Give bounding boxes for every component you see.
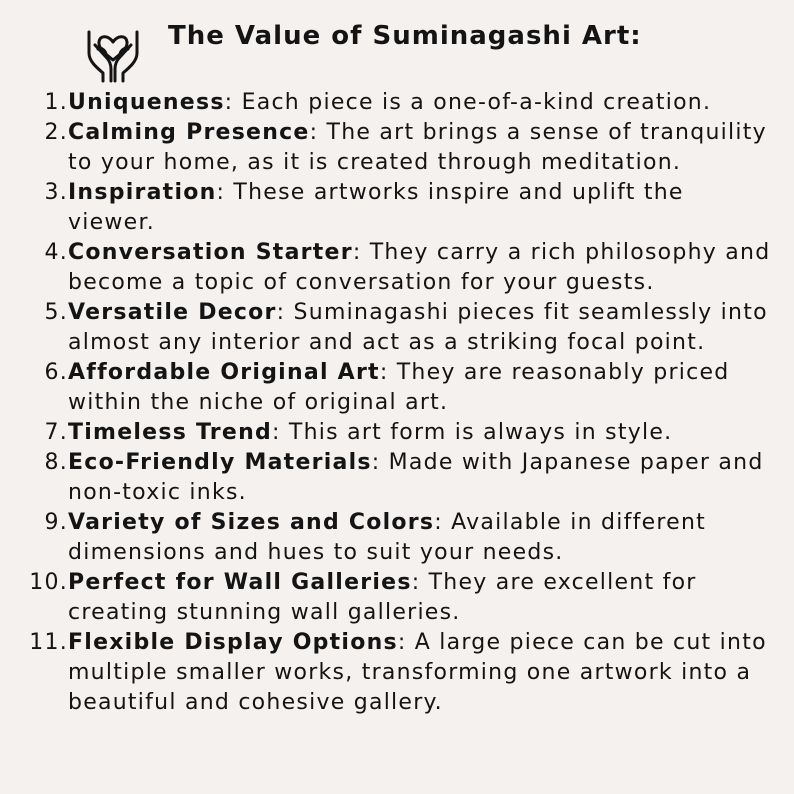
item-term: Uniqueness	[68, 90, 225, 115]
list-item	[20, 298, 772, 358]
item-term: Inspiration	[68, 180, 217, 205]
list-body	[68, 508, 772, 568]
list-number: 11.	[29, 630, 68, 655]
list-number: 4.	[44, 240, 68, 265]
item-description: : The art brings a sense of tranquility to your home, as it is created through meditation.	[68, 120, 767, 175]
item-description: : This art form is always in style.	[271, 420, 673, 445]
list-item	[20, 418, 772, 448]
item-term: Conversation Starter	[68, 240, 353, 265]
list-body	[68, 448, 772, 508]
value-list	[20, 88, 772, 718]
list-body	[68, 418, 772, 448]
list-item	[20, 238, 772, 298]
list-number: 6.	[44, 360, 68, 385]
list-body	[68, 358, 772, 418]
item-term: Variety of Sizes and Colors	[68, 510, 435, 535]
list-item	[20, 358, 772, 418]
list-item	[20, 448, 772, 508]
list-number: 5.	[44, 300, 68, 325]
list-body	[68, 628, 772, 718]
item-description: : They are reasonably priced within the niche of original art.	[68, 360, 730, 415]
list-number: 10.	[29, 570, 68, 595]
list-item	[20, 568, 772, 628]
item-term: Flexible Display Options	[68, 630, 398, 655]
item-term: Timeless Trend	[68, 420, 272, 445]
item-term: Perfect for Wall Galleries	[68, 570, 412, 595]
list-item	[20, 178, 772, 238]
list-item	[20, 88, 772, 118]
item-description: : Each piece is a one-of-a-kind creation.	[224, 90, 712, 115]
list-body	[68, 298, 772, 358]
list-number: 8.	[44, 450, 68, 475]
page-title: The Value of Suminagashi Art:	[168, 21, 642, 51]
heart-in-hands-icon	[78, 14, 148, 84]
list-body	[68, 118, 772, 178]
list-number: 2.	[44, 120, 68, 145]
item-description: : Made with Japanese paper and non-toxic inks.	[68, 450, 764, 505]
list-body	[68, 88, 772, 118]
list-item	[20, 118, 772, 178]
item-description: : They are excellent for creating stunning wall galleries.	[68, 570, 697, 625]
list-item	[20, 508, 772, 568]
item-description: : Suminagashi pieces fit seamlessly into almost any interior and act as a striking focal point.	[68, 300, 768, 355]
item-term: Eco-Friendly Materials	[68, 450, 372, 475]
list-body	[68, 568, 772, 628]
list-item	[20, 628, 772, 718]
item-term: Calming Presence	[68, 120, 310, 145]
item-description: : Available in different dimensions and hues to suit your needs.	[68, 510, 707, 565]
list-number: 9.	[44, 510, 68, 535]
item-description: : A large piece can be cut into multiple smaller works, transforming one artwork into a beautiful and cohesive gallery.	[68, 630, 767, 715]
list-number: 7.	[44, 420, 68, 445]
list-body	[68, 238, 772, 298]
list-number: 3.	[44, 180, 68, 205]
item-term: Versatile Decor	[68, 300, 277, 325]
list-number: 1.	[44, 90, 68, 115]
list-body	[68, 178, 772, 238]
item-term: Affordable Original Art	[68, 360, 380, 385]
item-description: : These artworks inspire and uplift the viewer.	[68, 180, 684, 235]
item-description: : They carry a rich philosophy and become a topic of conversation for your guests.	[68, 240, 771, 295]
